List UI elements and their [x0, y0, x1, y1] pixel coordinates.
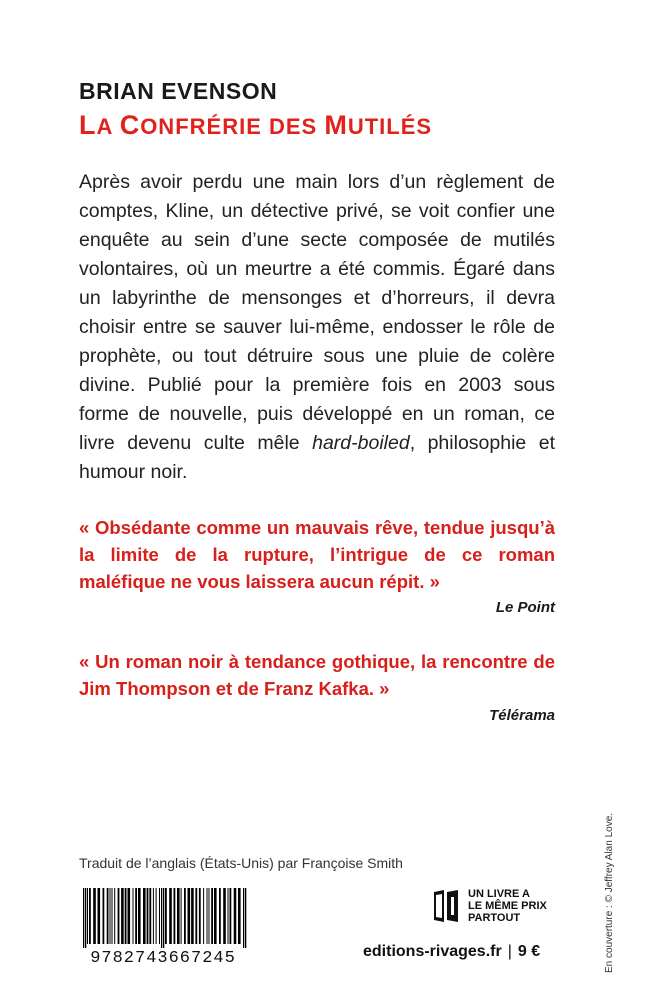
barcode-guard-bar — [85, 888, 86, 948]
barcode-bar — [165, 888, 167, 944]
barcode-bar — [188, 888, 191, 944]
title-part: ONFRÉRIE DES — [140, 114, 325, 139]
blurb-text-end: , philosophie et humour noir. — [79, 432, 555, 483]
publisher-footer — [363, 943, 540, 961]
prix-unique-slogan — [468, 888, 547, 924]
author-name: BRIAN EVENSON — [79, 78, 278, 104]
blurb-text: Après avoir perdu une main lors d’un règlement de comptes, Kline, un détective privé, se voit confier une enquête au sein d’une secte composée de mutilés volontaires, où un meurtre a été commis. Égaré dans un labyrinthe de mensonges et d’horreurs, il devra choisir entre se sauver lui-même, endosser le rôle de prophète, ou tout détruire sous une pluie de colère divine. Publié pour la première fois en 2003 sous forme de nouvelle, puis développé en un roman, ce livre devenu culte mêle — [79, 171, 555, 454]
barcode-bar — [159, 888, 160, 944]
barcode-bar — [230, 888, 232, 944]
barcode-bar — [128, 888, 131, 944]
title-part: L — [79, 110, 97, 140]
title-part: A — [96, 114, 120, 139]
title-part: M — [324, 110, 348, 140]
translator-credit: Traduit de l’anglais (États-Unis) par Françoise Smith — [79, 855, 403, 871]
barcode-bar — [138, 888, 141, 944]
barcode-guard-bar — [243, 888, 244, 948]
price: 9 € — [517, 943, 541, 960]
slogan-line: LE MÊME PRIX — [468, 900, 547, 912]
cover-credit: En couverture : © Jeffrey Alan Love. — [604, 812, 615, 973]
barcode-bar — [93, 888, 96, 944]
barcode-bar — [223, 888, 226, 944]
barcode-bar — [203, 888, 204, 944]
barcode-bar — [184, 888, 186, 944]
barcode-bar — [177, 888, 180, 944]
barcode-bar — [125, 888, 127, 944]
barcode-guard-bar — [161, 888, 162, 948]
barcode-bar — [114, 888, 115, 944]
slogan-line: UN LIVRE A — [468, 888, 530, 900]
barcode-bar — [214, 888, 217, 944]
barcode-bar — [219, 888, 221, 944]
livre-prix-unique-logo — [432, 888, 460, 924]
barcode-bar — [110, 888, 111, 944]
barcode-bar — [191, 888, 194, 944]
barcode-bar — [234, 888, 237, 944]
barcode-bar — [103, 888, 105, 944]
barcode-bar — [169, 888, 172, 944]
barcode-bar — [118, 888, 120, 944]
barcode-bar — [174, 888, 176, 944]
barcode-bar — [89, 888, 91, 944]
press-quote-2: « Un roman noir à tendance gothique, la rencontre de Jim Thompson et de Franz Kafka. » — [79, 651, 555, 699]
barcode-bar — [209, 888, 210, 944]
barcode — [79, 888, 247, 980]
blurb — [79, 168, 555, 487]
title-part: UTILÉS — [347, 114, 433, 139]
quote-source-2: Télérama — [489, 707, 555, 724]
barcode-bar — [87, 888, 88, 944]
barcode-bar — [195, 888, 197, 944]
barcode-bar — [133, 888, 134, 944]
isbn-number: 9782743667245 — [90, 949, 236, 968]
quote-source-1: Le Point — [495, 599, 555, 616]
press-quote-1: « Obsédante comme un mauvais rêve, tendue jusqu’à la limite de la rupture, l’intrigue de ce roman maléfique ne vous laissera aucun répit. » — [79, 517, 555, 592]
barcode-guard-bar — [83, 888, 84, 948]
title-part: C — [119, 110, 141, 140]
barcode-bar — [181, 888, 182, 944]
barcode-bar — [121, 888, 124, 944]
barcode-bar — [98, 888, 101, 944]
barcode-bar — [211, 888, 213, 944]
separator: | — [507, 943, 512, 960]
blurb-italic: hard-boiled — [312, 432, 410, 454]
barcode-bar — [238, 888, 241, 944]
barcode-bar — [112, 888, 113, 944]
barcode-bar — [147, 888, 149, 944]
book-title — [79, 110, 432, 141]
barcode-bar — [135, 888, 137, 944]
barcode-bar — [153, 888, 154, 944]
barcode-icon — [79, 888, 247, 948]
barcode-bar — [228, 888, 229, 944]
slogan-line: PARTOUT — [468, 912, 521, 924]
barcode-bar — [156, 888, 157, 944]
barcode-bar — [143, 888, 146, 944]
barcode-guard-bar — [245, 888, 246, 948]
barcode-guard-bar — [163, 888, 164, 948]
barcode-bar — [199, 888, 201, 944]
publisher-website: editions-rivages.fr — [363, 943, 502, 960]
barcode-bar — [207, 888, 208, 944]
barcode-bar — [107, 888, 109, 944]
barcode-bar — [149, 888, 151, 944]
